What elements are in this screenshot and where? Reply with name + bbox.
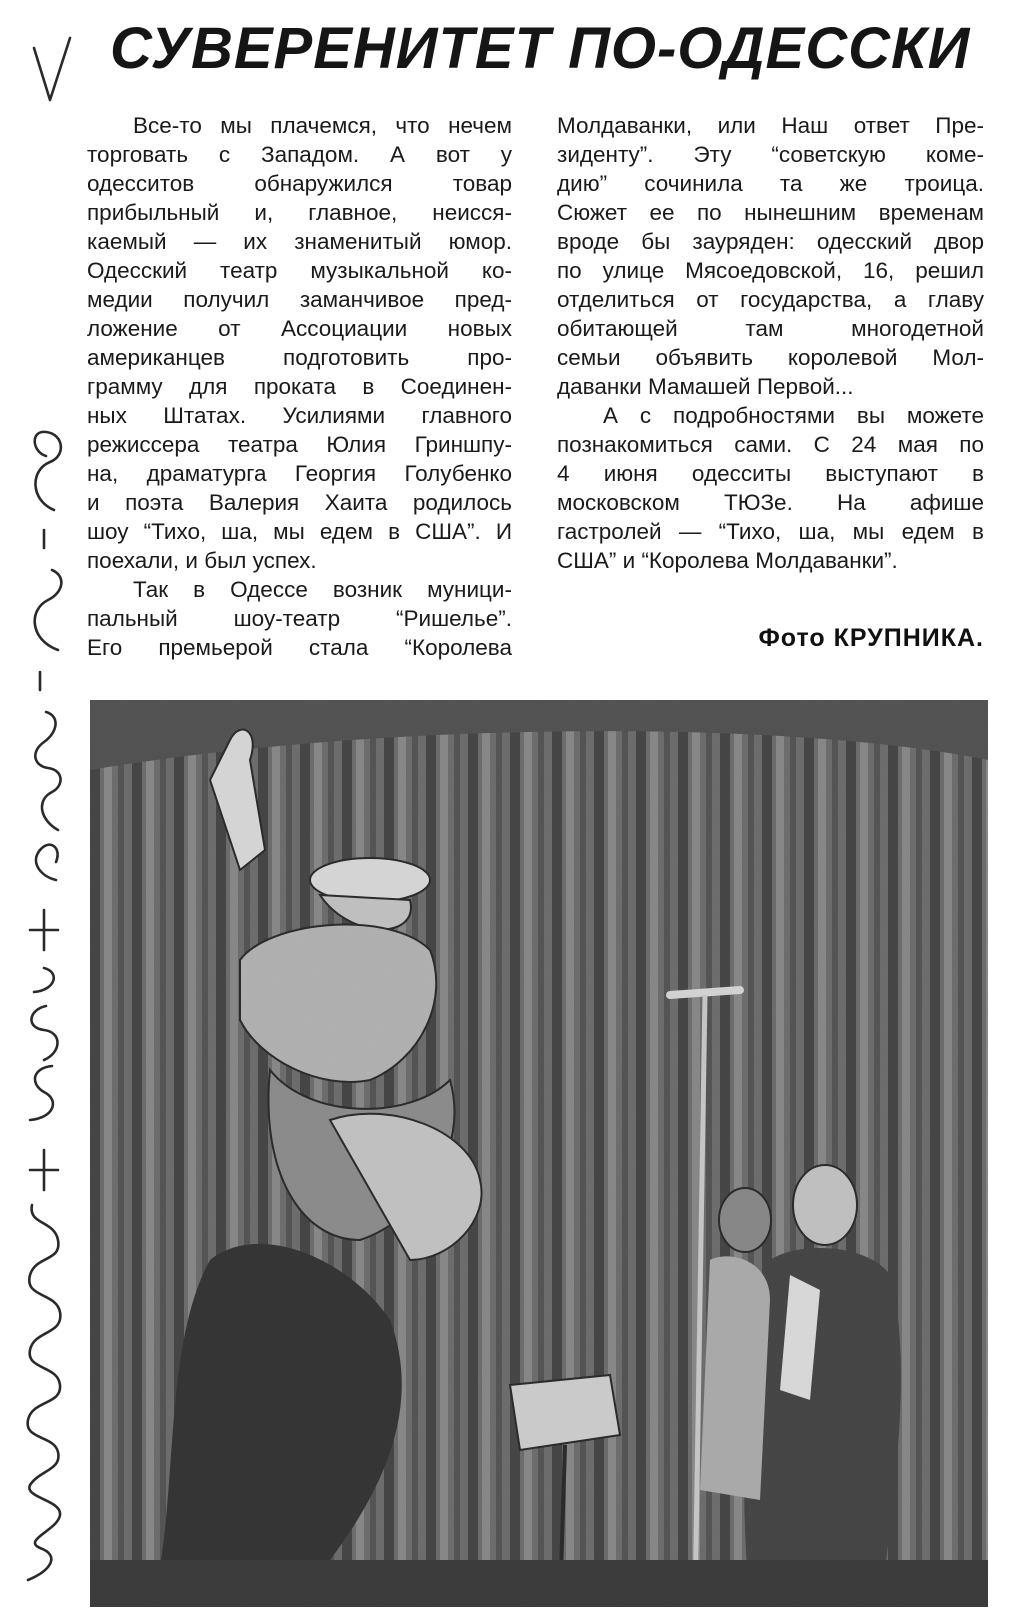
article-text-line: одесситов обнаружился товар [87,171,512,196]
handwriting-drawing [0,0,100,1607]
check-mark [34,38,70,100]
article-text-line: Так в Одессе возник муници- [133,577,512,602]
article-text-line: познакомиться сами. С 24 мая по [557,432,984,457]
article-text-line: 4 июня одесситы выступают в [557,461,984,486]
article-text-line: каемый — их знаменитый юмор. [87,229,512,254]
article-text-line: Одесский театр музыкальной ко- [87,258,512,283]
article-text-line: прибыльный и, главное, неисся- [87,200,512,225]
article-text-line: даванки Мамашей Первой... [557,374,854,399]
article-text-line: шоу “Тихо, ша, мы едем в США”. И [87,519,512,544]
article-text-line: зиденту”. Эту “советскую коме- [557,142,984,167]
article-text-line: вроде бы зауряден: одесский двор [557,229,984,254]
article-text-line: Молдаванки, или Наш ответ Пре- [557,113,984,138]
article-text-line: пальный шоу-театр “Ришелье”. [87,606,512,631]
article-text-line: обитающей там многодетной [557,316,984,341]
article-text-line: Сюжет ее по нынешним временам [557,200,984,225]
article-text-line: медии получил заманчивое пред- [87,287,512,312]
article-text-line: московском ТЮЗе. На афише [557,490,984,515]
article-text-line: поехали, и был успех. [87,548,317,573]
article-headline: СУВЕРЕНИТЕТ ПО-ОДЕССКИ [110,16,971,81]
article-text-line: на, драматурга Георгия Голубенко [87,461,512,486]
photo-drawing [90,700,988,1607]
article-left-column [87,111,512,689]
article-text-line: и поэта Валерия Хаита родилось [87,490,512,515]
handwritten-citation-note [0,0,100,1607]
article-text-line: режиссера театра Юлия Гриншпу- [87,432,512,457]
stage-performance-photo [90,700,988,1607]
article-text-line: гастролей — “Тихо, ша, мы едем в [557,519,984,544]
article-text-line: А с подробностями вы можете [603,403,984,428]
article-text-line: американцев подготовить про- [87,345,512,370]
article-text-line: США” и “Королева Молдаванки”. [557,548,898,573]
article-text-line: торговать с Западом. А вот у [87,142,512,167]
article-text-line: дию” сочинила та же троица. [557,171,984,196]
article-text-line: ных Штатах. Усилиями главного [87,403,512,428]
article-text-line: семьи объявить королевой Мол- [557,345,984,370]
article-text-line: по улице Мясоедовской, 16, решил [557,258,984,283]
article-text-line: Его премьерой стала “Королева [87,635,512,660]
article-text-line: Все-то мы плачемся, что нечем [133,113,512,138]
photo-credit: Фото КРУПНИКА. [758,624,984,652]
article-text-line: отделиться от государства, а главу [557,287,984,312]
article-text-line: ложение от Ассоциации новых [87,316,512,341]
article-right-column [557,111,984,591]
article-text-line: грамму для проката в Соединен- [87,374,512,399]
